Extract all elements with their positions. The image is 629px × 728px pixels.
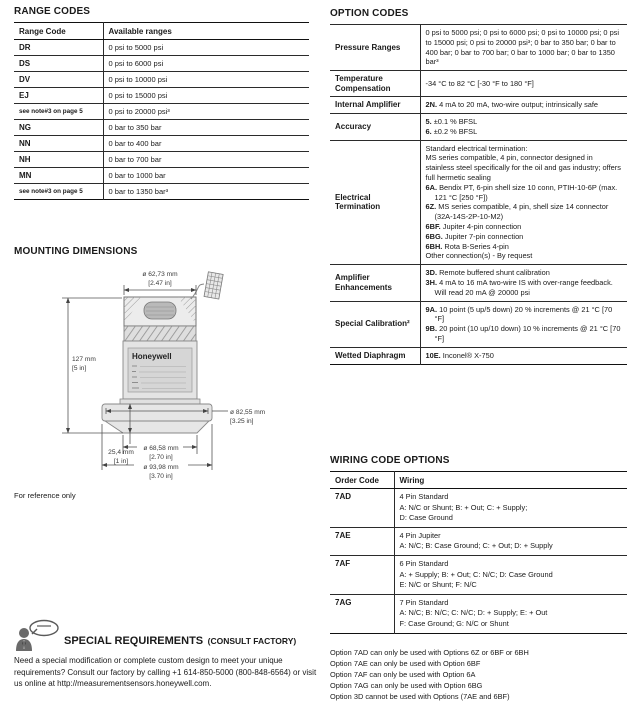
option-row — [330, 301, 627, 347]
range-row — [14, 104, 309, 120]
dim-plate-mm: ø 82,55 mm — [230, 409, 266, 416]
range-codes-title: RANGE CODES — [14, 6, 91, 17]
option-line — [426, 324, 623, 344]
wiring-row — [330, 527, 627, 555]
wiring-code-section — [330, 455, 627, 702]
range-code-cell: see note#3 on page 5 — [14, 184, 103, 200]
option-line — [426, 242, 623, 252]
wiring-footnote: Option 7AE can only be used with Option 6BF — [330, 658, 481, 668]
dim-height-in: [5 in] — [72, 365, 87, 372]
option-row — [330, 113, 627, 140]
option-code-bold: 5. — [425, 116, 432, 126]
dim-inner-in: [2.70 in] — [149, 454, 173, 461]
option-line — [426, 79, 623, 89]
option-code-bold: 10E. — [425, 350, 441, 360]
option-line-text: 4 mA to 20 mA, two-wire output; intrinsically safe — [439, 100, 599, 110]
option-line-text: ±0.2 % BFSL — [433, 126, 478, 136]
range-code-cell: DR — [14, 40, 103, 56]
range-row — [14, 40, 309, 56]
option-row — [330, 25, 627, 71]
range-row — [14, 56, 309, 72]
option-line-text: MS series compatible, 4 pin, shell size 14 connector (32A-14S-2P-10-M2) — [434, 202, 609, 222]
option-line-text: Jupiter 7-pin connection — [444, 231, 524, 241]
wiring-code-cell: 7AG — [330, 594, 394, 633]
dim-flange-in: [1 in] — [113, 458, 129, 465]
range-row — [14, 120, 309, 136]
option-line — [426, 127, 623, 137]
wiring-value-cell — [394, 594, 627, 633]
range-value-cell: 0 bar to 1350 bar³ — [103, 184, 309, 200]
option-line-text: Bendix PT, 6-pin shell size 10 conn, PTIH-10-6P (max. 121 °C [250 °F]) — [434, 182, 618, 202]
range-row — [14, 168, 309, 184]
option-line — [426, 351, 623, 361]
honeywell-label — [128, 348, 192, 392]
range-row — [14, 72, 309, 88]
option-row — [330, 347, 627, 364]
option-line — [426, 202, 623, 222]
range-code-cell: NG — [14, 120, 103, 136]
option-line — [426, 278, 623, 298]
range-code-cell: EJ — [14, 88, 103, 104]
option-line — [426, 251, 623, 261]
option-value-cell — [420, 347, 627, 364]
special-requirements-subtitle: (CONSULT FACTORY) — [207, 636, 297, 646]
option-line-text: 4 mA to 16 mA two-wire IS with over-range feedback. Will read 20 mA @ 20000 psi — [434, 277, 613, 297]
range-row — [14, 184, 309, 200]
range-code-cell: DS — [14, 56, 103, 72]
wiring-line: D: Case Ground — [399, 513, 453, 523]
special-requirements-section — [14, 618, 328, 690]
range-value-cell: 0 bar to 700 bar — [103, 152, 309, 168]
wiring-value-cell — [394, 527, 627, 555]
wiring-line: 6 Pin Standard — [399, 558, 449, 568]
option-line-text: Inconel® X-750 — [442, 350, 494, 360]
special-requirements-heading — [64, 631, 296, 649]
option-code-bold: 6BF. — [425, 221, 441, 231]
option-line — [426, 232, 623, 242]
option-line — [426, 28, 623, 67]
wiring-code-cell: 7AD — [330, 489, 394, 528]
option-code-bold: 6BG. — [425, 231, 443, 241]
option-label-cell: Electrical Termination — [330, 140, 420, 265]
range-codes-body — [14, 40, 309, 200]
option-line — [426, 153, 623, 182]
option-row — [330, 97, 627, 114]
option-code-bold: 6A. — [425, 182, 438, 192]
person-chat-icon — [14, 618, 62, 658]
option-line-text: Remote buffered shunt calibration — [439, 268, 550, 278]
wiring-line: A: N/C; B: N/C; C: N/C; D: + Supply; E: + Out — [399, 608, 548, 618]
dim-inner-mm: ø 68,58 mm — [143, 445, 179, 452]
option-code-bold: 3D. — [425, 268, 438, 278]
wiring-code-cell: 7AF — [330, 555, 394, 594]
dim-top-mm: ø 62,73 mm — [142, 271, 178, 278]
option-line-text: Standard electrical termination: — [425, 143, 528, 153]
brand-text: Honeywell — [132, 352, 172, 361]
dim-outer-mm: ø 93,98 mm — [143, 464, 179, 471]
range-code-cell: see note#3 on page 5 — [14, 104, 103, 120]
option-code-bold: 2N. — [425, 100, 438, 110]
option-code-bold: 9A. — [425, 304, 438, 314]
dim-height-mm: 127 mm — [72, 356, 96, 363]
option-code-bold: 3H. — [425, 277, 438, 287]
range-value-cell: 0 psi to 20000 psi³ — [103, 104, 309, 120]
option-label-cell: Wetted Diaphragm — [330, 347, 420, 364]
option-label-cell: Internal Amplifier — [330, 97, 420, 114]
wiring-value-cell — [394, 489, 627, 528]
option-row — [330, 265, 627, 301]
range-code-cell: DV — [14, 72, 103, 88]
option-line-text: 10 point (5 up/5 down) 20 % increments @ 21 °C [70 °F] — [434, 304, 613, 324]
option-row — [330, 140, 627, 265]
option-line — [426, 305, 623, 325]
option-value-cell — [420, 301, 627, 347]
range-code-cell: NH — [14, 152, 103, 168]
wiring-table — [330, 471, 627, 634]
special-requirements-body: Need a special modification or complete custom design to meet your unique requirements? Consult our factory by calling +1 614-850-5000 (800-848-6564) or visit us online at http://measurementsensors.honeywell.com. — [14, 656, 317, 688]
dim-outer-in: [3.70 in] — [149, 473, 173, 480]
option-row — [330, 71, 627, 97]
option-code-bold: 6BH. — [425, 241, 443, 251]
option-line — [426, 268, 623, 278]
wiring-line: 4 Pin Standard — [399, 492, 449, 501]
special-requirements-title: SPECIAL REQUIREMENTS — [64, 635, 204, 647]
sensor-outline-drawing — [14, 258, 314, 486]
option-value-cell — [420, 97, 627, 114]
wiring-value-cell — [394, 555, 627, 594]
dim-flange-mm: 25,4 mm — [108, 449, 134, 456]
sensor-thread-band — [124, 326, 196, 341]
option-code-bold: 6Z. — [425, 202, 437, 212]
range-col-header-code: Range Code — [14, 23, 103, 40]
wiring-footnote: Option 3D cannot be used with Options (7AE and 6BF) — [330, 691, 510, 701]
range-row — [14, 136, 309, 152]
range-value-cell: 0 psi to 15000 psi — [103, 88, 309, 104]
option-line — [426, 222, 623, 232]
range-row — [14, 88, 309, 104]
wiring-footnotes — [330, 647, 627, 702]
option-line-text: -34 °C to 82 °C [-30 °F to 180 °F] — [425, 78, 534, 88]
dim-plate-in: [3.25 in] — [230, 418, 254, 425]
wiring-row — [330, 555, 627, 594]
option-line-text: Rota B-Series 4-pin — [444, 241, 509, 251]
option-line-text: 20 point (10 up/10 down) 10 % increments @ 21 °C [70 °F] — [434, 324, 621, 343]
wiring-footnote: Option 7AF can only be used with Option 6A — [330, 669, 476, 679]
option-value-cell — [420, 71, 627, 97]
wiring-row — [330, 489, 627, 528]
range-value-cell: 0 bar to 400 bar — [103, 136, 309, 152]
option-label-cell: Accuracy — [330, 113, 420, 140]
option-value-cell — [420, 265, 627, 301]
option-codes-title: OPTION CODES — [330, 8, 409, 19]
option-codes-table — [330, 24, 627, 365]
range-value-cell: 0 bar to 350 bar — [103, 120, 309, 136]
range-value-cell: 0 psi to 6000 psi — [103, 56, 309, 72]
option-line-text: MS series compatible, 4 pin, connector designed in stainless steel specifically for the oil and gas industry; offers full hermetic sealing — [425, 153, 621, 182]
option-line-text: ±0.1 % BFSL — [433, 116, 478, 126]
wiring-line: A: N/C or Shunt; B: + Out; C: + Supply; — [399, 502, 528, 512]
option-value-cell — [420, 140, 627, 265]
option-code-bold: 6. — [425, 126, 432, 136]
range-header-row — [14, 23, 309, 40]
range-code-cell: NN — [14, 136, 103, 152]
range-value-cell: 0 psi to 10000 psi — [103, 72, 309, 88]
range-col-header-ranges: Available ranges — [103, 23, 309, 40]
range-row — [14, 152, 309, 168]
option-line — [426, 183, 623, 203]
wiring-row — [330, 594, 627, 633]
wiring-line: 7 Pin Standard — [399, 597, 449, 607]
range-value-cell: 0 psi to 5000 psi — [103, 40, 309, 56]
sensor-flange — [102, 399, 212, 433]
wiring-line: F: Case Ground; G: N/C or Shunt — [399, 618, 509, 628]
option-value-cell — [420, 25, 627, 71]
range-codes-section — [14, 6, 309, 200]
wiring-col-header-wiring: Wiring — [394, 472, 627, 489]
option-value-cell — [420, 113, 627, 140]
option-line-text: 0 psi to 5000 psi; 0 psi to 6000 psi; 0 psi to 10000 psi; 0 psi to 15000 psi; 0 psi to 20000 psi³; 0 bar to 350 bar; 0 bar to 400 bar; 0 bar to 700 bar; 0 bar to 1000 bar; 0 bar to 1350 bar³ — [425, 28, 620, 67]
option-codes-section — [330, 8, 627, 365]
range-codes-table — [14, 22, 309, 200]
mounting-dimensions-title: MOUNTING DIMENSIONS — [14, 246, 138, 257]
wiring-header-row — [330, 472, 627, 489]
wiring-body — [330, 489, 627, 634]
range-code-cell: MN — [14, 168, 103, 184]
option-codes-body — [330, 25, 627, 365]
wiring-line: 4 Pin Jupiter — [399, 530, 441, 540]
option-label-cell: Special Calibration² — [330, 301, 420, 347]
option-line — [426, 100, 623, 110]
wiring-footnote: Option 7AD can only be used with Options 6Z or 6BF or 6BH — [330, 647, 529, 657]
option-label-cell: Amplifier Enhancements — [330, 265, 420, 301]
option-line — [426, 117, 623, 127]
wiring-line: A: + Supply; B: + Out; C: N/C; D: Case Ground — [399, 569, 553, 579]
wiring-col-header-code: Order Code — [330, 472, 394, 489]
option-code-bold: 9B. — [425, 324, 438, 334]
wiring-code-cell: 7AE — [330, 527, 394, 555]
sensor-cap — [124, 297, 196, 326]
wiring-line: A: N/C; B: Case Ground; C: + Out; D: + Supply — [399, 541, 553, 551]
option-label-cell: Temperature Compensation — [330, 71, 420, 97]
wiring-line: E: N/C or Shunt; F: N/C — [399, 580, 477, 590]
reference-note: For reference only — [14, 491, 76, 500]
dim-top-in: [2.47 in] — [148, 280, 172, 287]
wiring-title: WIRING CODE OPTIONS — [330, 455, 450, 466]
wiring-footnote: Option 7AG can only be used with Option 6BG — [330, 680, 483, 690]
option-label-cell: Pressure Ranges — [330, 25, 420, 71]
option-line-text: Other connection(s) - By request — [425, 251, 533, 261]
option-line — [426, 144, 623, 154]
option-line-text: Jupiter 4-pin connection — [442, 221, 522, 231]
range-value-cell: 0 bar to 1000 bar — [103, 168, 309, 184]
